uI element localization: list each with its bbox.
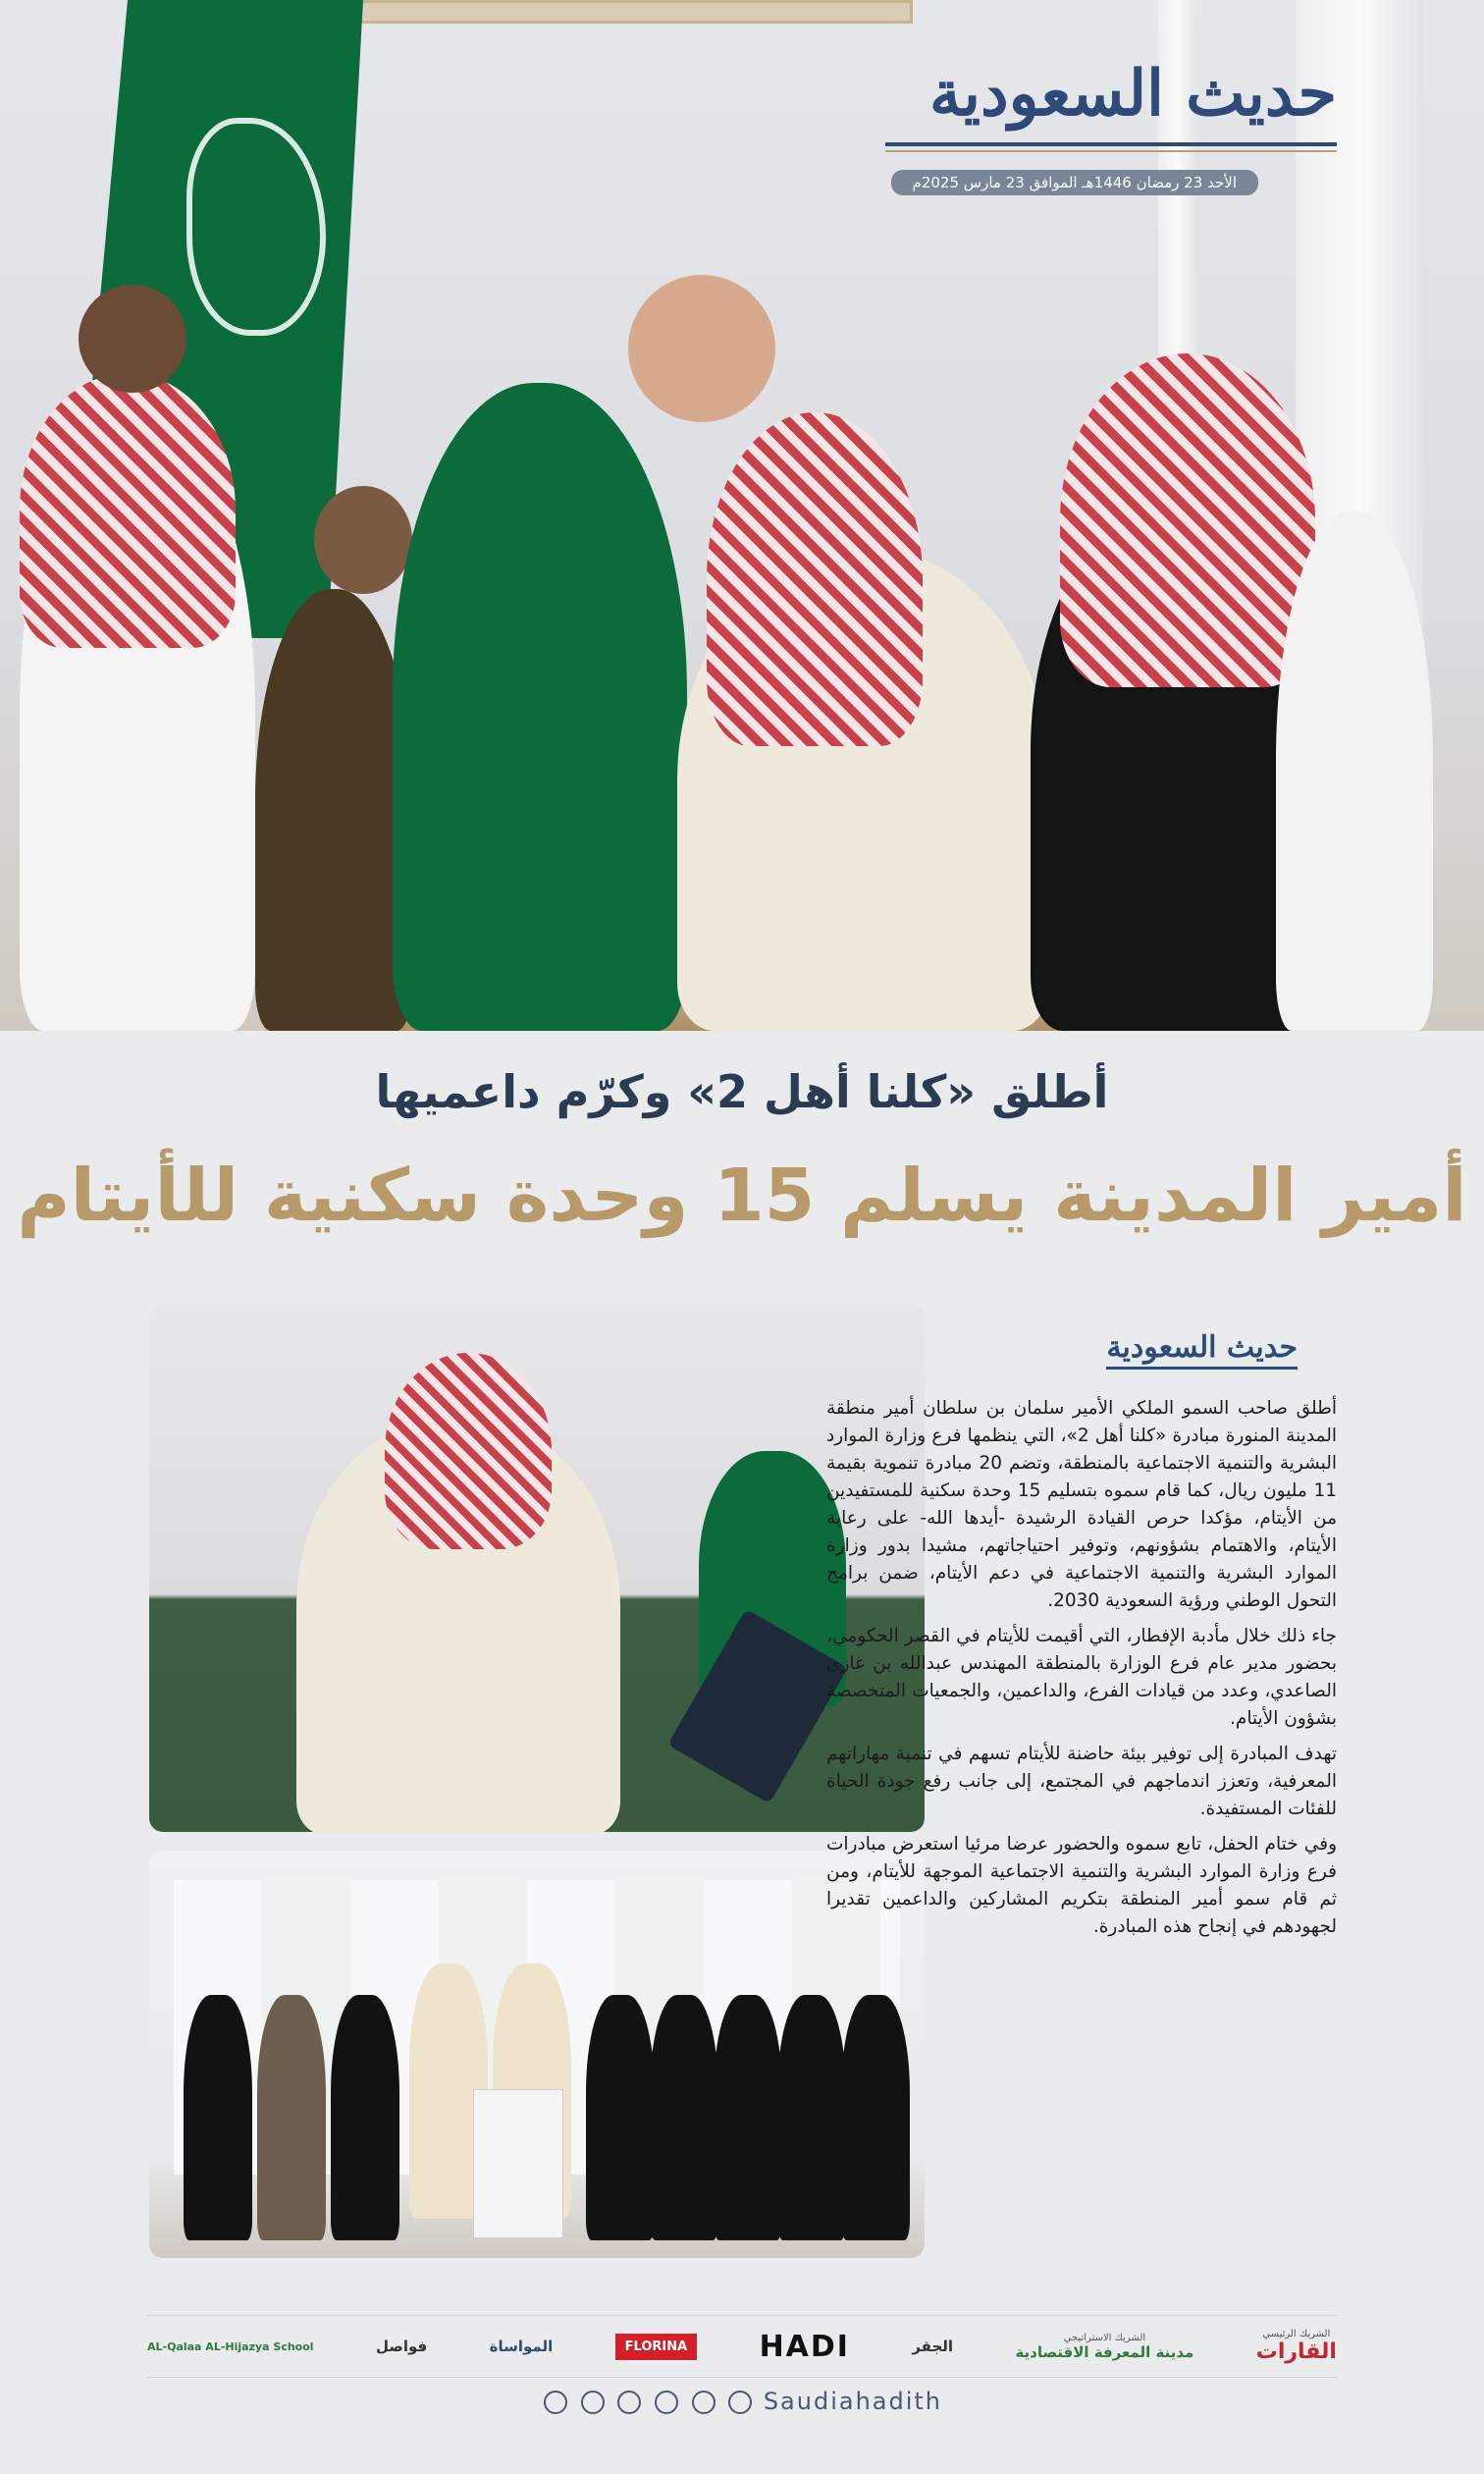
girl-green-dress <box>393 383 687 1031</box>
masthead <box>885 57 1337 195</box>
sponsor-logo: FLORINA <box>615 2334 698 2360</box>
facebook-icon[interactable] <box>692 2391 716 2414</box>
paragraph: تهدف المبادرة إلى توفير بيئة حاضنة للأيتام تسهم في تنمية مهاراتهم المعرفية، وتعزز اندماجهم في المجتمع، إلى جانب رفع جودة الحياة للفئات المستفيدة. <box>826 1744 1337 1819</box>
attendee <box>841 1995 910 2240</box>
byline-logo: حديث السعودية <box>1106 1330 1298 1370</box>
attendee <box>184 1995 252 2240</box>
x-icon[interactable] <box>617 2391 641 2414</box>
attendee <box>714 1995 782 2240</box>
logo-rule-gold <box>885 150 1337 152</box>
attendee <box>331 1995 399 2240</box>
child-right <box>1276 511 1433 1031</box>
tiktok-icon[interactable] <box>728 2391 752 2414</box>
attendee <box>777 1995 846 2240</box>
child-face <box>79 285 186 393</box>
photo-prince-tablet <box>149 1304 925 1832</box>
social-handle[interactable]: Saudiahadith <box>763 2388 943 2415</box>
social-handles <box>0 2388 1484 2415</box>
sponsors-bar <box>147 2315 1337 2378</box>
red-headdress <box>20 373 236 648</box>
kicker: أطلق «كلنا أهل 2» وكرّم داعميها <box>375 1065 1109 1118</box>
hero-photo <box>0 0 1484 1031</box>
paragraph: جاء ذلك خلال مأدبة الإفطار، التي أقيمت للأيتام في القصر الحكومي، بحضور مدير عام فرع الوزارة بالمنطقة المهندس عبدالله بن غازي الصاعدي، وعدد من قيادات الفرع، والداعمين، والجمعيات المتخصصة بشؤون الأيتام. <box>826 1626 1337 1729</box>
wall-frame <box>344 0 913 24</box>
sponsor-logo: فواصل <box>375 2338 428 2355</box>
article-body <box>826 1330 1337 1949</box>
paragraph: وفي ختام الحفل، تابع سموه والحضور عرضا مرئيا استعرض مبادرات فرع وزارة الموارد البشرية والتنمية الاجتماعية الموجهة للأيتام، ومن ثم قام سمو أمير المنطقة بتكريم المشاركين والداعمين تقديرا لجهودهم في إنجاح هذه المبادرة. <box>826 1834 1337 1937</box>
logo-rule <box>885 142 1337 146</box>
sponsor-logo: AL-Qalaa AL-Hijazya School <box>147 2340 314 2353</box>
red-headdress <box>707 412 923 746</box>
instagram-icon[interactable] <box>581 2391 605 2414</box>
sponsor-logo: الجقر <box>912 2338 954 2355</box>
prince-figure <box>296 1422 620 1832</box>
threads-icon[interactable] <box>655 2391 678 2414</box>
sponsor-logo: الشريك الاستراتيجي مدينة المعرفة الاقتصادية <box>1015 2332 1194 2361</box>
paragraph: أطلق صاحب السمو الملكي الأمير سلمان بن سلطان أمير منطقة المدينة المنورة مبادرة «كلنا أهل 2»، التي ينظمها فرع وزارة الموارد البشرية والتنمية الاجتماعية بالمنطقة، وتضم 20 مبادرة تنموية بقيمة 11 مليون ريال، كما قام سموه بتسليم 15 وحدة سكنية للمستفيدين من الأيتام، مؤكدا حرص القيادة الرشيدة -أيدها الله- على رعاية الأيتام، والاهتمام بشؤونهم، وتوفير احتياجاتهم، مشيدا بدور وزارة الموارد البشرية والتنمية الاجتماعية في دعم الأيتام، ضمن برامج التحول الوطني ورؤية السعودية 2030. <box>826 1398 1338 1611</box>
podium <box>473 2089 563 2238</box>
sponsor-logo: الشريك الرئيسي القارات <box>1255 2329 1337 2364</box>
red-headdress <box>1060 353 1315 687</box>
attendee <box>650 1995 718 2240</box>
attendee <box>586 1995 655 2240</box>
girl-face <box>628 275 775 422</box>
globe-icon[interactable] <box>544 2391 567 2414</box>
child-face <box>314 486 412 594</box>
sponsor-logo: HADI <box>759 2329 850 2364</box>
attendee <box>257 1995 326 2240</box>
issue-date: الأحد 23 رمضان 1446هـ الموافق 23 مارس 2025م <box>891 170 1258 195</box>
newspaper-logo: حديث السعودية <box>928 57 1337 131</box>
child-brocade <box>255 589 412 1031</box>
headline: أمير المدينة يسلم 15 وحدة سكنية للأيتام <box>17 1154 1467 1238</box>
sponsor-logo: المواساة <box>489 2338 554 2355</box>
photo-group <box>149 1851 925 2258</box>
